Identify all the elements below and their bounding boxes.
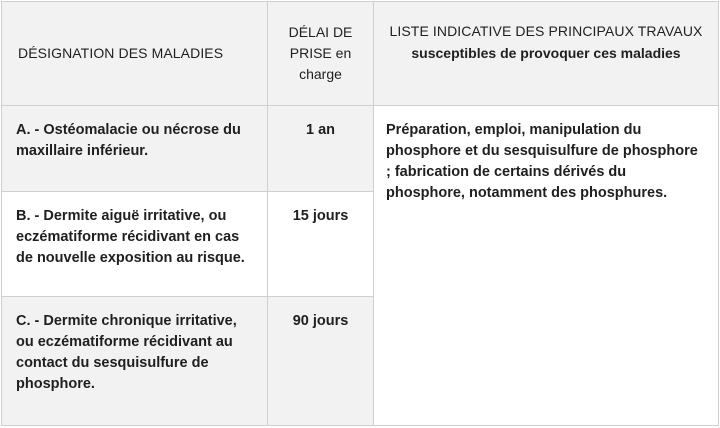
header-disease <box>1 1 268 106</box>
row-b-delay: 15 jours <box>268 192 374 297</box>
occupational-disease-table <box>1 1 719 426</box>
header-works <box>374 1 719 106</box>
row-a-delay: 1 an <box>268 106 374 192</box>
works-description: Préparation, emploi, manipulation du phosphore et du sesquisulfure de phosphore ; fabrication de certains dérivés du phosphore, notamment des phosphures. <box>374 106 719 426</box>
row-c-delay: 90 jours <box>268 297 374 426</box>
header-delay <box>268 1 374 106</box>
header-delay-label: DÉLAI DE PRISE en charge <box>288 24 353 82</box>
header-disease-label: DÉSIGNATION DES MALADIES <box>18 45 224 61</box>
row-c-disease: C. - Dermite chronique irritative, ou eczématiforme récidivant au contact du sesquisulfure de phosphore. <box>1 297 268 426</box>
row-b-disease: B. - Dermite aiguë irritative, ou eczématiforme récidivant en cas de nouvelle exposition au risque. <box>1 192 268 297</box>
header-works-title: LISTE INDICATIVE DES PRINCIPAUX TRAVAUX <box>389 23 703 39</box>
row-a-disease: A. - Ostéomalacie ou nécrose du maxillaire inférieur. <box>1 106 268 192</box>
header-works-subtitle: susceptibles de provoquer ces maladies <box>411 45 681 61</box>
